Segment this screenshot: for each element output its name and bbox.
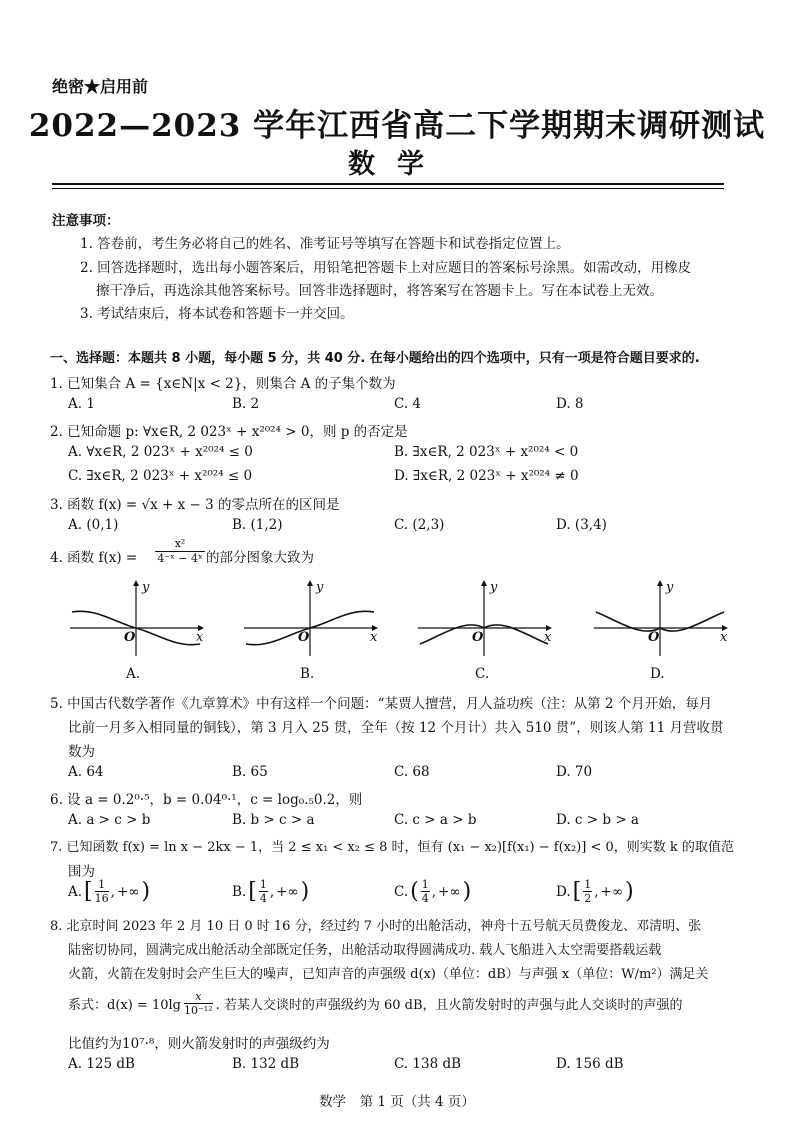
q7-d-bracket: [ (572, 879, 582, 904)
q1-option-b: B. 2 (232, 396, 260, 412)
section-heading: 一、选择题：本题共 8 小题，每小题 5 分，共 40 分. 在每小题给出的四个选项中，只有一项是符合题目要求的. (50, 351, 700, 366)
q7-b-bracket: [ (248, 879, 257, 904)
q8-formula-prefix: 系式：d(x) = 10lg (68, 998, 181, 1013)
q4-d-y-label: y (666, 580, 674, 595)
q4-label-c: C. (475, 666, 490, 682)
q3-option-d: D. (3,4) (556, 517, 607, 533)
q4-graph-d (590, 578, 730, 658)
q8-frac-den: 10⁻¹² (183, 1004, 213, 1017)
question-8-formula-line (68, 990, 683, 1017)
q4-graph-c (414, 578, 554, 658)
q7-c-paren-open: ( (410, 879, 419, 904)
q4-a-y-label: y (142, 580, 150, 595)
q1-option-a: A. 1 (68, 396, 95, 412)
q6-option-b: B. b > c > a (232, 812, 315, 828)
question-8-last-line: 比值约为10⁷·⁸，则火箭发射时的声强级约为 (68, 1036, 330, 1052)
q7-c-comma: , (431, 883, 437, 900)
exam-title: 2022—2023 学年江西省高二下学期期末调研测试 (28, 108, 766, 144)
q7-d-inf: +∞ (600, 883, 624, 900)
question-7-line: 7. 已知函数 f(x) = ln x − 2kx − 1，当 2 ≤ x₁ < x₂ ≤ 8 时，恒有 (x₁ − x₂)[f(x₁) − f(x₂)] < 0，则实数 k 的取值范 (50, 840, 734, 855)
q6-option-d: D. c > b > a (556, 812, 639, 828)
question-8-line: 8. 北京时间 2023 年 2 月 10 日 0 时 16 分，经过约 7 小时的出舱活动，神舟十五号航天员费俊龙、邓清明、张 (50, 919, 702, 934)
q8-formula-suffix: . 若某人交谈时的声强级约为 60 dB，且火箭发射时的声强与此人交谈时的声强的 (215, 998, 683, 1013)
q7-d-label: D. (556, 883, 571, 900)
q4-b-x-label: x (370, 630, 378, 645)
q4-c-x-label: x (544, 630, 552, 645)
q7-b-den: 4 (259, 892, 267, 905)
q7-b-inf: +∞ (276, 883, 299, 900)
subject-title: 数学 (348, 149, 446, 180)
q4-label-d: D. (650, 666, 665, 682)
q4-d-x-label: x (720, 630, 728, 645)
question-1-stem: 1. 已知集合 A = {x∈N|x < 2}，则集合 A 的子集个数为 (50, 376, 396, 392)
q7-c-inf: +∞ (438, 883, 461, 900)
q3-option-a: A. (0,1) (68, 517, 119, 533)
q7-c-fraction (421, 878, 430, 905)
q7-b-paren: ) (300, 879, 310, 904)
question-4-stem-suffix: 的部分图象大致为 (206, 550, 314, 566)
note-item: 3. 考试结束后，将本试卷和答题卡一并交回。 (80, 306, 354, 322)
question-2-stem: 2. 已知命题 p: ∀x∈R, 2 023ˣ + x²⁰²⁴ > 0，则 p 的否定是 (50, 424, 408, 440)
question-8-line: 火箭，火箭在发射时会产生巨大的噪声，已知声音的声强级 d(x)（单位：dB）与声强 x（单位：W/m²）满足关 (68, 967, 709, 982)
q1-option-c: C. 4 (394, 396, 422, 412)
q8-option-b: B. 132 dB (232, 1056, 300, 1072)
q7-a-num: 1 (95, 878, 109, 892)
q4-d-origin: O (648, 630, 660, 645)
question-8-line: 陆密切协同，圆满完成出舱活动全部既定任务，出舱活动取得圆满成功. 载人飞船进入太空需要搭载运载 (68, 943, 662, 958)
q3-option-c: C. (2,3) (394, 517, 445, 533)
note-item: 1. 答卷前，考生务必将自己的姓名、准考证号等填写在答题卡和试卷指定位置上。 (80, 236, 570, 252)
q7-a-den: 16 (94, 892, 109, 905)
note-item: 擦干净后，再选涂其他答案标号。回答非选择题时，将答案写在答题卡上。写在本试卷上无效。 (96, 283, 663, 299)
q4-b-y-label: y (316, 580, 324, 595)
q7-b-label: B. (232, 883, 247, 900)
q7-c-num: 1 (421, 878, 429, 891)
q7-option-b (232, 878, 309, 905)
q4-a-origin: O (124, 630, 136, 645)
notes-heading: 注意事项： (52, 213, 120, 229)
q6-option-a: A. a > c > b (68, 812, 151, 828)
q4-fraction (155, 537, 205, 566)
q4-graph-a (66, 578, 206, 658)
q7-d-fraction (583, 878, 592, 905)
q5-option-b: B. 65 (232, 764, 268, 780)
q4-c-origin: O (472, 630, 484, 645)
q7-a-comma: , (110, 883, 115, 900)
confidential-mark: 绝密★启用前 (52, 77, 149, 96)
question-5-line: 5. 中国古代数学著作《九章算术》中有这样一个问题：“某贾人擅营，月人益功疾（注：从第 2 个月开始，每月 (50, 696, 713, 712)
q7-c-paren: ) (462, 879, 472, 904)
question-7-line: 围为 (68, 864, 95, 880)
q2-option-a: A. ∀x∈R, 2 023ˣ + x²⁰²⁴ ≤ 0 (68, 444, 253, 460)
q4-a-x-label: x (196, 630, 204, 645)
q2-option-c: C. ∃x∈R, 2 023ˣ + x²⁰²⁴ ≤ 0 (68, 468, 253, 484)
q7-c-den: 4 (421, 892, 429, 905)
q7-a-label: A. (68, 883, 83, 900)
header-rule-thick (52, 183, 724, 185)
q7-d-paren: ) (625, 879, 634, 904)
q6-option-c: C. c > a > b (394, 812, 477, 828)
note-item: 2. 回答选择题时，选出每小题答案后，用铅笔把答题卡上对应题目的答案标号涂黑。如需改动，用橡皮 (80, 260, 692, 276)
q2-option-b: B. ∃x∈R, 2 023ˣ + x²⁰²⁴ < 0 (394, 444, 579, 460)
q8-option-a: A. 125 dB (68, 1056, 135, 1072)
q7-b-comma: , (269, 883, 275, 900)
q4-graph-b (240, 578, 380, 658)
question-3-stem: 3. 函数 f(x) = √x + x − 3 的零点所在的区间是 (50, 497, 340, 513)
q7-b-fraction (259, 878, 268, 905)
q7-option-a (68, 878, 150, 905)
q4-numerator: x² (155, 537, 205, 552)
header-rule-thin (52, 188, 724, 189)
q7-b-num: 1 (259, 878, 267, 891)
question-6-stem: 6. 设 a = 0.2⁰·⁵，b = 0.04⁰·¹，c = log₀.₅0.2，则 (50, 792, 363, 808)
question-4-stem-prefix: 4. 函数 f(x) = (50, 550, 138, 566)
q4-label-b: B. (300, 666, 315, 682)
q8-option-d: D. 156 dB (556, 1056, 624, 1072)
q4-b-origin: O (298, 630, 310, 645)
q7-a-paren: ) (141, 879, 151, 904)
q5-option-a: A. 64 (68, 764, 104, 780)
page-footer: 数学 第 1 页（共 4 页） (319, 1094, 475, 1110)
q5-option-c: C. 68 (394, 764, 430, 780)
q3-option-b: B. (1,2) (232, 517, 283, 533)
q8-frac-num: x (184, 990, 213, 1004)
q1-option-d: D. 8 (556, 396, 584, 412)
question-5-line: 比前一月多入相同量的铜钱），第 3 月入 25 贯，全年（按 12 个月计）共入 510 贯”，则该人第 11 月营收贯 (68, 720, 724, 736)
q7-option-d (556, 878, 634, 905)
q8-option-c: C. 138 dB (394, 1056, 462, 1072)
q5-option-d: D. 70 (556, 764, 593, 780)
q7-a-bracket: [ (84, 879, 93, 904)
q4-denominator: 4⁻ˣ − 4ˣ (157, 552, 203, 565)
q4-label-a: A. (126, 666, 141, 682)
q8-fraction (184, 990, 213, 1017)
q7-d-comma: , (594, 883, 599, 900)
q4-c-y-label: y (490, 580, 498, 595)
q7-option-c (394, 878, 471, 905)
q7-d-den: 2 (584, 892, 592, 905)
q2-option-d: D. ∃x∈R, 2 023ˣ + x²⁰²⁴ ≠ 0 (394, 468, 579, 484)
q7-a-inf: +∞ (116, 883, 140, 900)
q7-c-label: C. (394, 883, 409, 900)
q7-a-fraction (95, 878, 109, 905)
q7-d-num: 1 (584, 878, 592, 891)
question-5-line: 数为 (68, 744, 95, 760)
